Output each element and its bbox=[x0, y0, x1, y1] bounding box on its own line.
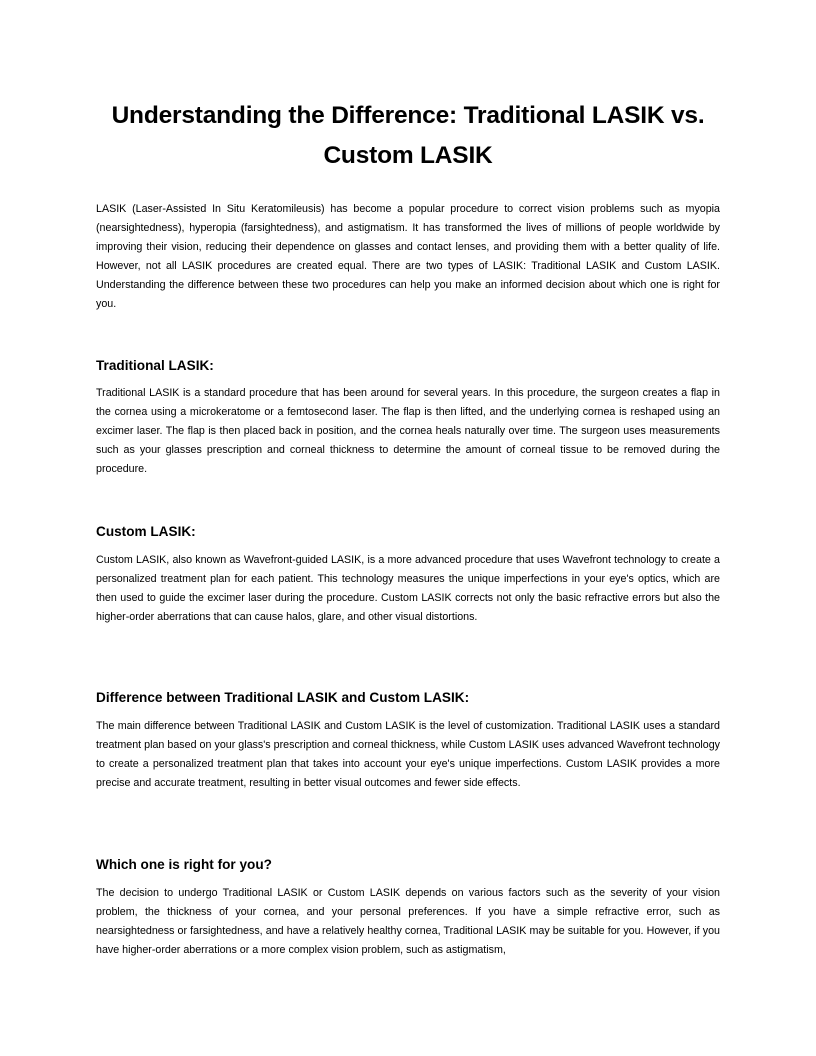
section-body-custom-lasik: Custom LASIK, also known as Wavefront-guided LASIK, is a more advanced procedure that uses Wavefront technology to create a personalized treatment plan for each patient. This technology measures the unique imperfections in your eye's optics, which are then used to guide the excimer laser during the procedure. Custom LASIK corrects not only the basic refractive errors but also the higher-order aberrations that can cause halos, glare, and other visual distortions. bbox=[96, 554, 720, 623]
section-body-which-one: The decision to undergo Traditional LASIK or Custom LASIK depends on various factors such as the severity of your vision problem, the thickness of your cornea, and your personal preferences. If you have a simple refractive error, such as nearsightedness or farsightedness, and have a relatively healthy cornea, Traditional LASIK may be suitable for you. However, if you have higher-order aberrations or a more complex vision problem, such as astigmatism, bbox=[96, 887, 720, 956]
section-heading-custom-lasik: Custom LASIK: bbox=[96, 524, 196, 539]
document-title: Understanding the Difference: Traditional LASIK vs. Custom LASIK bbox=[111, 102, 705, 169]
section-heading-which-one: Which one is right for you? bbox=[96, 857, 272, 872]
section-body-traditional-lasik: Traditional LASIK is a standard procedure that has been around for several years. In this procedure, the surgeon creates a flap in the cornea using a microkeratome or a femtosecond laser. The flap is then lifted, and the underlying cornea is reshaped using an excimer laser. The flap is then placed back in position, and the cornea heals naturally over time. The surgeon uses measurements such as your glasses prescription and corneal thickness to determine the amount of corneal tissue to be removed during the procedure. bbox=[96, 387, 720, 475]
intro-paragraph: LASIK (Laser-Assisted In Situ Keratomileusis) has become a popular procedure to correct vision problems such as myopia (nearsightedness), hyperopia (farsightedness), and astigmatism. It has transformed the lives of millions of people worldwide by improving their vision, reducing their dependence on glasses and contact lenses, and providing them with a better quality of life. However, not all LASIK procedures are created equal. There are two types of LASIK: Traditional LASIK and Custom LASIK. Understanding the difference between these two procedures can help you make an informed decision about which one is right for you. bbox=[96, 203, 720, 310]
section-heading-difference: Difference between Traditional LASIK and Custom LASIK: bbox=[96, 690, 470, 705]
section-body-difference: The main difference between Traditional LASIK and Custom LASIK is the level of customization. Traditional LASIK uses a standard treatment plan based on your glass's prescription and corneal thickness, while Custom LASIK uses advanced Wavefront technology to create a personalized treatment plan that takes into account your eye's unique imperfections. Custom LASIK provides a more precise and accurate treatment, resulting in better visual outcomes and fewer side effects. bbox=[96, 720, 720, 789]
section-heading-traditional-lasik: Traditional LASIK: bbox=[96, 358, 214, 373]
